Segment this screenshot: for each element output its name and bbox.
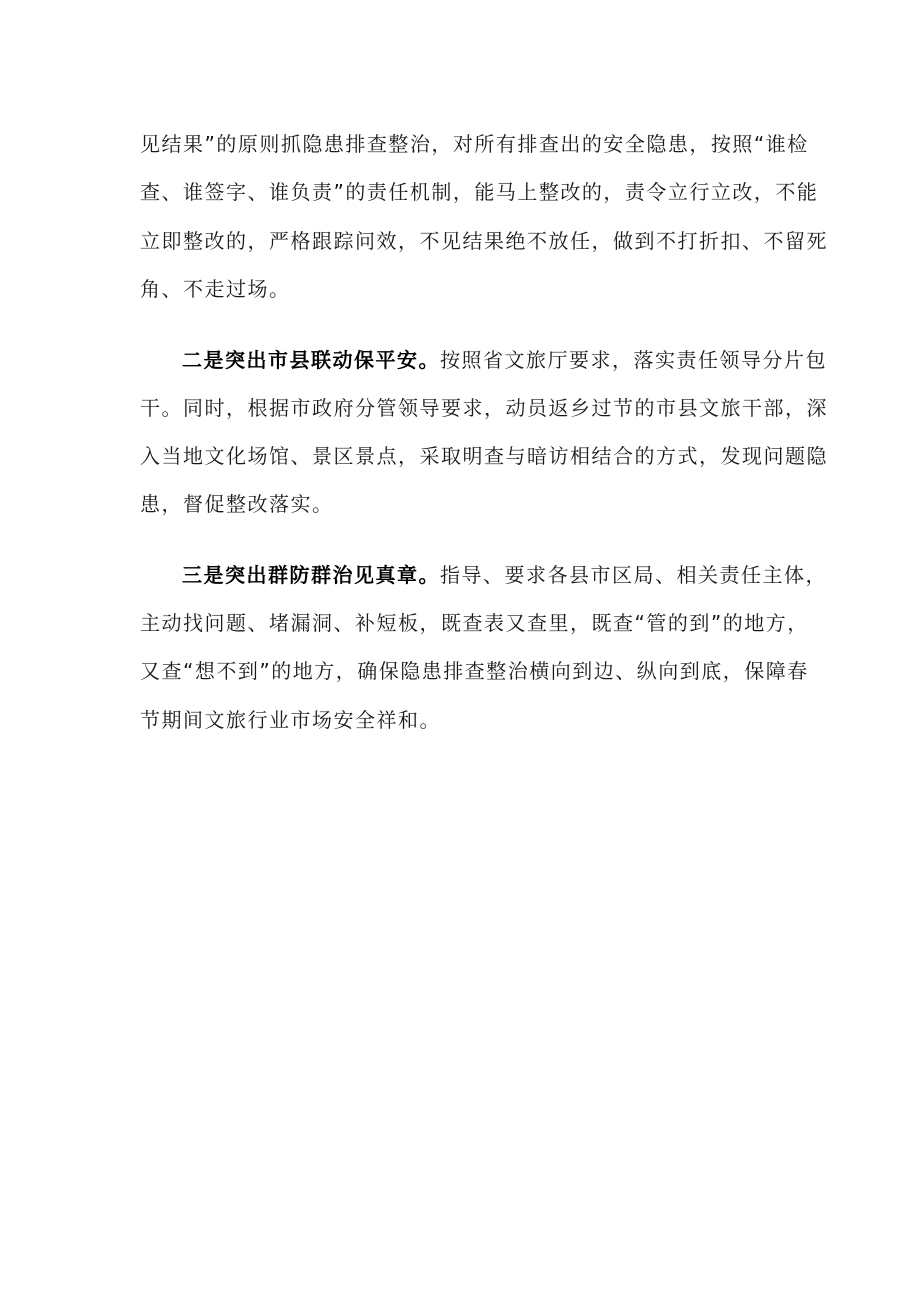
paragraph-3-line-4: 节期间文旅行业市场安全祥和。 (140, 708, 441, 732)
paragraph-3-line-1-text: 指导、要求各县市区局、相关责任主体， (440, 563, 827, 587)
paragraph-2-line-4: 患，督促整改落实。 (140, 492, 334, 516)
paragraph-1-line-2: 查、谁签字、谁负责”的责任机制，能马上整改的，责令立行立改，不能 (140, 180, 819, 204)
paragraph-3-line-1 (182, 555, 827, 595)
paragraph-3-line-2: 主动找问题、堵漏洞、补短板，既查表又查里，既查“管的到”的地方， (140, 611, 809, 635)
paragraph-1-line-3: 立即整改的，严格跟踪问效，不见结果绝不放任，做到不打折扣、不留死 (140, 229, 828, 253)
paragraph-2-line-1-text: 按照省文旅厅要求，落实责任领导分片包 (440, 348, 827, 372)
paragraph-2-line-3: 入当地文化场馆、景区景点，采取明查与暗访相结合的方式，发现问题隐 (140, 444, 828, 468)
paragraph-1-line-4: 角、不走过场。 (140, 277, 291, 301)
paragraph-3-line-3: 又查“想不到”的地方，确保隐患排查整治横向到边、纵向到底，保障春 (140, 659, 809, 683)
paragraph-2-line-1 (182, 340, 827, 380)
paragraph-1-line-1: 见结果”的原则抓隐患排查整治，对所有排查出的安全隐患，按照“谁检 (140, 132, 809, 156)
paragraph-2-line-2: 干。同时，根据市政府分管领导要求，动员返乡过节的市县文旅干部，深 (140, 396, 828, 420)
paragraph-3-heading: 三是突出群防群治见真章。 (182, 563, 440, 587)
paragraph-2-heading: 二是突出市县联动保平安。 (182, 348, 440, 372)
